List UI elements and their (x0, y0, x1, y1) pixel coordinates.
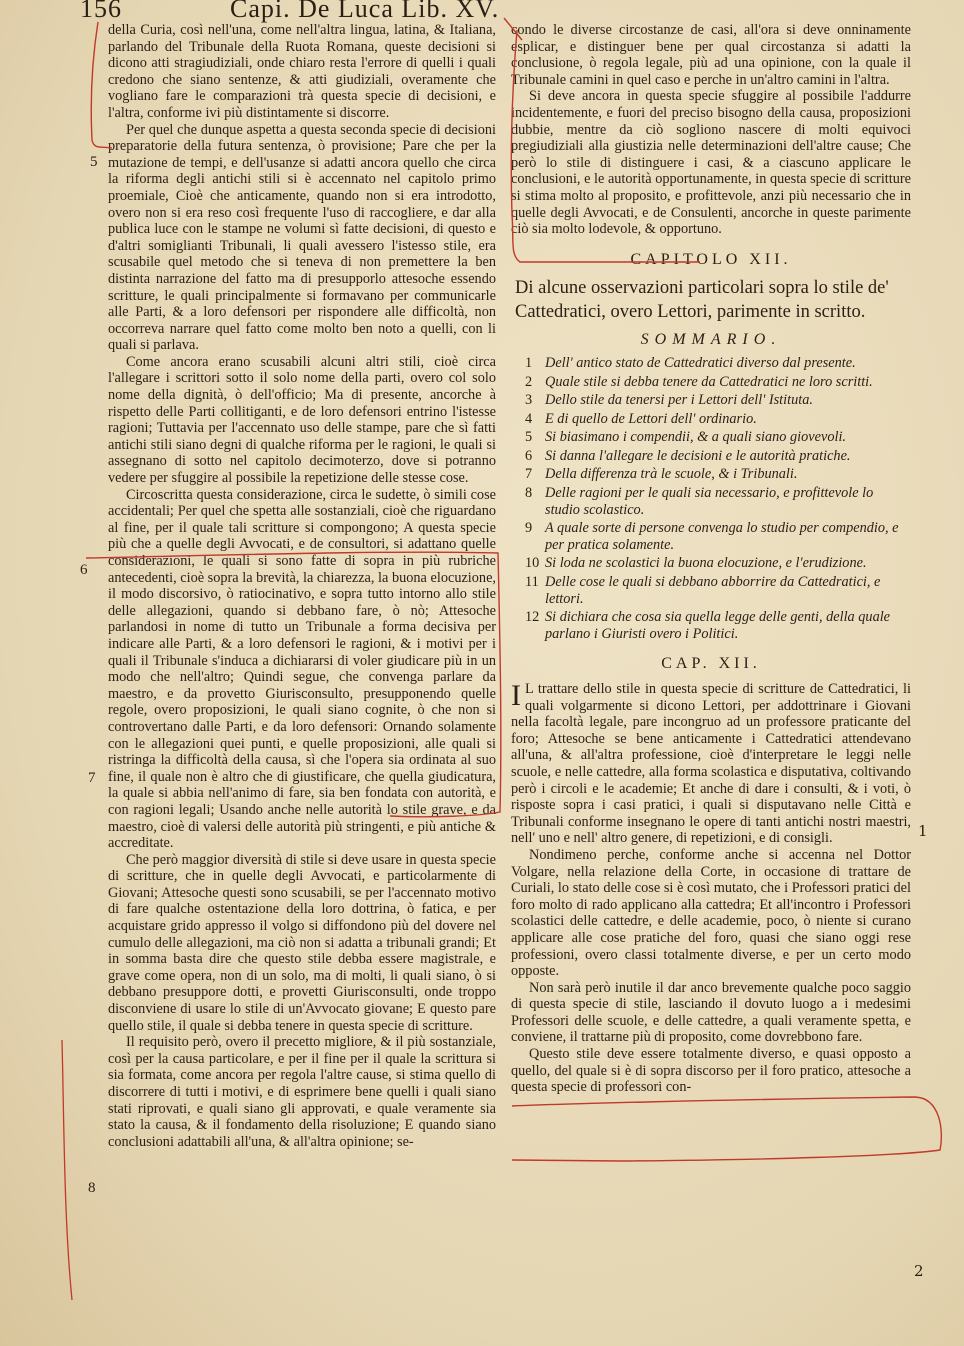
margin-number-r1: 1 (918, 822, 928, 840)
drop-cap: I (511, 679, 521, 712)
margin-number-5: 5 (90, 154, 98, 170)
summary-item: 9 A quale sorte di persone convenga lo studio per compendio, e per pratica solamente. (525, 520, 899, 553)
right-paragraph-2: Si deve ancora in questa specie sfuggire al possibile l'addurre incidentemente, e fuori del preciso bisogno della causa, proposizioni dubbie, mentre da ciò sogliono nascere di molti equivoci pregiudiziali alla giustizia nelle determinazioni dell'altre cause; Che però lo stile di distinguere i casi, & a ciascuno applicare le conclusioni, e le autorità opportunamente, in questa specie di scritture si stima molto al proposito, e profittevole, anzi più necessario che in quelle degli Avvocati, e de Consulenti, ancorche in queste parimente ciò sia molto lodevole, & opportuno. (511, 88, 911, 238)
summary-item: 3 Dello stile da tenersi per i Lettori dell' Istituta. (525, 392, 813, 409)
left-paragraph-2: Per quel che dunque aspetta a questa seconda specie di decisioni preparatorie della futura sentenza, ò provisione; Pare che per la mutazione de tempi, e dell'usanze si adatti ancora quello che circa la riforma degli antichi stili si è accennato nel capitolo primo proemiale, Cioè che anticamente, quando non si era introdotto, overo non si era reso così frequente l'uso di raccogliere, e dar alla publica luce con le stampe ne volumi sì fatte decisioni, di questo e d'altri somiglianti Tribunali, li quali avessero l'istesso stile, era scusabile quel metodo che si teneva di non premettere la ben distinta narrazione del fatto ma di presupporlo attesoche essendo scritture, le quali principalmente si formavano per communicarle alle Parti, & a loro defensori per rispondere alle difficoltà, non occorreva narrare quel fatto come molto ben noto a quelli, con li quali si parlava. (108, 121, 496, 354)
page-header (80, 0, 940, 23)
right-paragraph-6: Questo stile deve essere totalmente diverso, e quasi opposto a quello, del quale si è di sopra discorso per il foro pratico, attesoche a questa specie di professori con- (511, 1046, 911, 1096)
annotation-box-right-bottom (512, 1097, 941, 1161)
left-column (108, 22, 496, 1150)
summary-item: 4 E di quello de Lettori dell' ordinario. (525, 410, 757, 427)
summary-item: 10 Si loda ne scolastici la buona elocuzione, e l'erudizione. (525, 555, 867, 572)
right-column (511, 22, 911, 1096)
left-paragraph-4: Circoscritta questa considerazione, circa le sudette, ò simili cose accidentali; Per quel che spetta alle sostanziali, cioè che riguardano al fine, per il quale tali scritture si compongono; A questa specie più che a quelle degli Avvocati, e de consultori, si adattano quelle considerazioni, le quali si sono fatte di sopra in più rubriche antecedenti, cioè sopra la brevità, la chiarezza, la buona elocuzione, il modo discorsivo, ò ratiocinativo, e sopra tutto intorno allo stile delle allegazioni, quando si debbano fare, ò nò; Attesoche parlandosi in nome di tutto un Tribunale a forma decisiva per indicare alle Parti, & a loro defensori le ragioni, & i motivi per i quali il Tribunale s'induca a dichiararsi di voler giudicare più in un modo che nell'altro; Quindi segue, che convenga parlare da maestro, e da provetto Giurisconsulto, presupponendo quelle regole, overo proposizioni, le quali siano cognite, ò che non si controvertano dalle Parti, e da loro defensori: Ornando solamente con le allegazioni quei punti, e quelle proposizioni, alle quali si ristringa la difficoltà della causa, sì che l'opera sia ordinata al suo fine, il quale non è altro che di giustificare, che quella giudicatura, la quale si abbia nell'animo di fare, sia ben fondata con autorità, e con ragioni legali; Usando anche nelle autorità lo stile grave, e da maestro, cioè di valersi delle autorità più stringenti, e più antiche & accreditate. (108, 486, 496, 852)
right-paragraph-4: Nondimeno perche, conforme anche si accenna nel Dottor Volgare, nella relazione della Corte, in occasione di trattare de Curiali, lo stato delle cose si è così mutato, che i Professori pratici del foro molto di rado applicano alla cattedra; Et all'incontro i Professori scolastici delle cattedre, e delle academie, poco, ò niente si curano applicare alle cose pratiche del foro, quasi che siano oggi rese professioni, overo classi totalmente diverse, e per un certo modo opposte. (511, 846, 911, 980)
summary-item: 7 Della differenza trà le scuole, & i Tribunali. (525, 466, 798, 483)
right-paragraph-5: Non sarà però inutile il dar anco brevemente qualche poco saggio di questa specie di stile, lasciando il dovuto luogo a i medesimi Professori delle scuole, e delle cattedre, a quali veramente spetta, e conviene, il trattarne più di proposito, come dovrebbono fare. (511, 979, 911, 1046)
left-paragraph-6: Il requisito però, overo il precetto migliore, & il più sostanziale, così per la causa particolare, e per il fine per il quale la scrittura si sia formata, come ancora per regola l'altre cause, si stima quello di discorrere di tutti i motivi, e di esprimere bene quelli i quali siano stati riprovati, e quali siano gli approvati, e quale veramente sia stato la causa, & il fondamento della risoluzione; E quando siano conclusioni adattabili all'una, & all'altra opinione; se- (108, 1034, 496, 1150)
chapter-heading: CAPITOLO XII. (630, 250, 792, 268)
left-paragraph-3: Come ancora erano scusabili alcuni altri stili, cioè circa l'allegare i scrittori sotto il solo nome della parti, overo col solo nome della dignità, ò dell'officio; Ma di presente, ancorche à rispetto delle Parti collitiganti, e de loro defensori entrino l'istesse ragioni; Tuttavia per l'accennato uso delle stampe, pare che sì fatti antichi stili siano degni di qualche riforma per le ragioni, le quali si assegnano di sotto nel capitolo decimoterzo, dove si potranno vedere per sfuggire al possibile la repetizione delle stesse cose. (108, 353, 496, 487)
summary-item: 6 Si danna l'allegare le decisioni e le autorità pratiche. (525, 447, 851, 464)
summary-item: 11 Delle cose le quali si debbano abborrire da Cattedratici, e lettori. (525, 574, 881, 607)
summary-item: 5 Si biasimano i compendii, & a quali siano giovevoli. (525, 429, 847, 446)
page-number: 156 (80, 0, 122, 23)
right-paragraph-3: I L trattare dello stile in questa specie di scritture de Cattedratici, li quali volgarmente si dicono Lettori, per addottrinare i Giovani nella facoltà legale, pare incongruo ad un professore praticante del foro; Attesoche se bene anticamente i Cattedratici attendevano all'una, & all'altra professione, cioè d'interpretare le leggi nelle scuole, e nelle cattedre, alla forma scolastica e disputativa, coltivando però i circoli e le academie; Et anche di dare i consulti, & i voti, ò risposte sopra i casi pratici, i quali si disputavano nelle Città e Tribunali conforme insegnano le opere di tanti antichi nostri maestri, nell' uno e nell' altro genere, di repetizioni, e di consigli. (511, 679, 911, 847)
summary-list (511, 355, 911, 643)
left-paragraph-1: della Curia, così nell'una, come nell'altra lingua, latina, & Italiana, parlando del Tribunale della Ruota Romana, queste decisioni si dicono atti stragiudiziali, onde chiaro resta l'errore di quelli i quali credono che siano sentenze, & atti giudiziali, overamente che vogliano fare le comparazioni trà questa specie di decisioni, e l'altra, conforme ivi più distintamente si discorre. (108, 22, 496, 121)
cap-heading: CAP. XII. (661, 655, 761, 673)
chapter-title: Di alcune osservazioni particolari sopra lo stile de' Cattedratici, overo Lettori, parimente in scritto. (515, 278, 889, 323)
summary-label: SOMMARIO. (640, 331, 782, 349)
annotation-line-left-bottom (62, 1040, 72, 1300)
margin-number-8: 8 (88, 1180, 96, 1196)
summary-item: 12 Si dichiara che cosa sia quella legge delle genti, della quale parlano i Giuristi overo i Politici. (525, 609, 891, 642)
summary-item: 2 Quale stile si debba tenere da Cattedratici ne loro scritti. (525, 373, 873, 390)
margin-number-r2: 2 (914, 1262, 924, 1280)
right-paragraph-1: condo le diverse circostanze de casi, all'ora si deve onninamente esplicar, e distinguer bene per qual circostanza si adatti la conclusione, ò regola legale, più ad una opinione, con la quale il Tribunale camini in quel caso e perche in un'altro camini in l'altra. (511, 22, 911, 88)
left-paragraph-5: Che però maggior diversità di stile si deve usare in questa specie di scritture, che in quelle degli Avvocati, e particolarmente di Giovani; Attesoche questi sono scusabili, se per l'accennato motivo di fare qualche ostentazione della loro dottrina, ò fatica, e per acquistare grido appresso il volgo si diffondono più del dovere nel cumulo delle allegazioni, ma ciò non si adatta a tribunali grandi; Et in somma basta dire che questo stile debba essere magistrale, e grave come opera, non di un solo, ma di molti, li quali siano, ò si debbano presuppore dotti, e provetti Giurisconsulti, onde troppo disconviene di usare lo stile di un'Avvocato giovane; E questo pare quello stile, il quale si debba tenere in questa specie di scritture. (108, 851, 496, 1034)
summary-item: 1 Dell' antico stato de Cattedratici diverso dal presente. (525, 354, 856, 371)
margin-number-6: 6 (80, 562, 88, 578)
margin-number-7: 7 (88, 770, 96, 786)
running-title: Capi. De Luca Lib. XV. (230, 0, 500, 23)
summary-item: 8 Delle ragioni per le quali sia necessario, e profittevole lo studio scolastico. (525, 485, 874, 518)
